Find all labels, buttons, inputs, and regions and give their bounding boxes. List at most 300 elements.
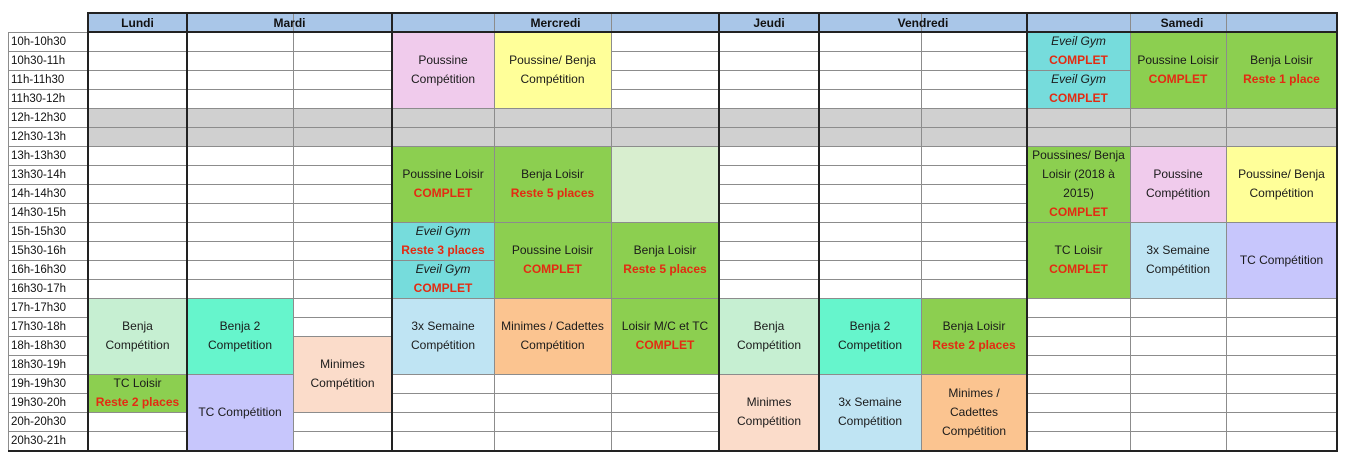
row-divider (88, 108, 187, 109)
row-divider (293, 127, 392, 128)
class-block (1130, 146, 1226, 222)
row-divider (1027, 108, 1130, 109)
row-divider (719, 89, 819, 90)
class-name: Poussines/ Benja (1032, 148, 1125, 162)
class-name: Compétition (410, 72, 476, 86)
class-block (187, 298, 293, 374)
day-header: Lundi (121, 15, 154, 30)
row-divider (1027, 374, 1130, 375)
class-name: Competition (207, 338, 273, 352)
row-divider (187, 127, 293, 128)
class-name: Compétition (837, 414, 903, 428)
row-divider (187, 260, 293, 261)
class-name: Eveil Gym (415, 262, 471, 276)
row-divider (921, 108, 1027, 109)
row-divider (1226, 355, 1337, 356)
column-divider (718, 13, 720, 451)
class-name: Benja Loisir (633, 243, 697, 257)
class-name: Poussine Loisir (511, 243, 594, 257)
row-divider (293, 70, 392, 71)
class-name: Minimes / Cadettes (501, 319, 604, 333)
time-slot-label: 20h30-21h (11, 434, 66, 447)
class-block (1226, 146, 1337, 222)
time-slot-label: 17h30-18h (11, 320, 66, 333)
availability-status: COMPLET (413, 281, 473, 295)
lunch-break-row (88, 108, 1337, 127)
row-divider (1027, 298, 1130, 299)
row-divider (88, 70, 187, 71)
time-slot-label: 10h-10h30 (11, 35, 66, 48)
time-slot-label: 10h30-11h (11, 54, 66, 67)
class-block (187, 374, 293, 450)
row-divider (392, 412, 494, 413)
row-divider (1226, 374, 1337, 375)
time-slot-label: 16h-16h30 (11, 263, 66, 276)
row-divider (392, 374, 494, 375)
class-block (392, 146, 494, 222)
row-divider (494, 431, 611, 432)
row-divider (88, 412, 187, 413)
row-divider (88, 127, 187, 128)
row-divider (293, 431, 392, 432)
row-divider (1027, 412, 1130, 413)
class-name: Benja (122, 319, 153, 333)
class-block (494, 32, 611, 108)
availability-status: Reste 2 places (95, 395, 180, 409)
column-divider (611, 13, 612, 451)
class-name: Benja 2 (849, 319, 891, 333)
row-divider (819, 165, 921, 166)
time-slot-label: 15h30-16h (11, 244, 66, 257)
row-divider (187, 241, 293, 242)
row-divider (293, 279, 392, 280)
column-divider (818, 13, 820, 451)
row-divider (293, 317, 392, 318)
row-divider (494, 222, 611, 223)
row-divider (1130, 431, 1226, 432)
row-divider (1226, 336, 1337, 337)
time-slot-label: 20h-20h30 (11, 415, 66, 428)
row-divider (1130, 317, 1226, 318)
time-slot-label: 11h30-12h (11, 92, 66, 105)
row-divider (88, 431, 187, 432)
row-divider (293, 108, 392, 109)
row-divider (719, 222, 819, 223)
row-divider (392, 393, 494, 394)
column-divider (1130, 13, 1131, 451)
time-slot-label: 13h30-14h (11, 168, 66, 181)
time-slot-label: 19h-19h30 (11, 377, 66, 390)
time-slot-label: 19h30-20h (11, 396, 66, 409)
row-divider (719, 374, 819, 375)
row-divider (1027, 317, 1130, 318)
row-divider (1226, 317, 1337, 318)
row-divider (1027, 393, 1130, 394)
class-name: Benja Loisir (521, 167, 584, 181)
row-divider (819, 222, 921, 223)
row-divider (719, 70, 819, 71)
row-divider (88, 165, 187, 166)
row-divider (88, 89, 187, 90)
time-slot-label: 14h30-15h (11, 206, 66, 219)
row-divider (611, 51, 719, 52)
availability-status: Reste 1 place (1243, 72, 1320, 86)
class-block (921, 374, 1027, 450)
row-divider (1130, 393, 1226, 394)
column-divider (1226, 13, 1227, 451)
row-divider (88, 222, 187, 223)
row-divider (88, 298, 187, 299)
row-divider (921, 70, 1027, 71)
class-name: Benja 2 (219, 319, 261, 333)
row-divider (611, 298, 719, 299)
row-divider (494, 127, 611, 128)
row-divider (719, 298, 819, 299)
class-name: Poussine/ Benja (509, 53, 596, 67)
row-divider (819, 279, 921, 280)
row-divider (921, 203, 1027, 204)
row-divider (1226, 146, 1337, 147)
row-divider (293, 165, 392, 166)
class-block (1226, 32, 1337, 108)
class-name: Compétition (410, 338, 476, 352)
class-block (1130, 32, 1226, 108)
row-divider (1130, 127, 1226, 128)
class-name: Minimes (746, 395, 792, 409)
class-block (88, 374, 187, 412)
availability-status: COMPLET (1049, 205, 1108, 219)
class-name: 3x Semaine (411, 319, 475, 333)
row-divider (1130, 336, 1226, 337)
time-slot-label: 11h-11h30 (11, 73, 65, 86)
time-slot-label: 16h30-17h (11, 282, 66, 295)
class-block (392, 32, 494, 108)
table-bottom-border (8, 450, 1338, 452)
row-divider (611, 393, 719, 394)
class-block (819, 374, 921, 450)
class-block (921, 298, 1027, 374)
class-name: Competition (837, 338, 903, 352)
row-divider (392, 108, 494, 109)
row-divider (611, 70, 719, 71)
class-name: Loisir (2018 à (1042, 167, 1115, 181)
availability-status: COMPLET (1049, 262, 1108, 276)
class-name: Benja Loisir (942, 319, 1006, 333)
row-divider (187, 165, 293, 166)
row-divider (921, 279, 1027, 280)
time-slot-label: 17h-17h30 (11, 301, 66, 314)
time-slot-label: 13h-13h30 (11, 149, 66, 162)
row-divider (88, 374, 187, 375)
class-name: Compétition (1249, 186, 1314, 200)
row-divider (719, 127, 819, 128)
row-divider (819, 374, 921, 375)
row-divider (187, 203, 293, 204)
row-divider (293, 146, 392, 147)
row-divider (819, 203, 921, 204)
row-divider (1226, 412, 1337, 413)
class-block (819, 298, 921, 374)
row-divider (293, 241, 392, 242)
class-name: Loisir M/C et TC (621, 319, 709, 333)
row-divider (1027, 431, 1130, 432)
column-divider (1336, 13, 1338, 451)
column-divider (293, 13, 294, 451)
row-divider (494, 374, 611, 375)
row-divider (1226, 108, 1337, 109)
row-divider (611, 412, 719, 413)
row-divider (819, 51, 921, 52)
class-name: Cadettes (949, 404, 999, 419)
class-block (719, 374, 819, 450)
row-divider (88, 203, 187, 204)
row-divider (921, 165, 1027, 166)
row-divider (187, 89, 293, 90)
row-divider (187, 298, 293, 299)
availability-status: Reste 3 places (401, 243, 485, 257)
row-divider (921, 260, 1027, 261)
time-slot-label: 12h-12h30 (11, 111, 66, 124)
class-name: Compétition (736, 414, 802, 428)
class-name: Poussine (1153, 167, 1203, 181)
class-name: Eveil Gym (1051, 72, 1106, 86)
row-divider (611, 108, 719, 109)
row-divider (921, 89, 1027, 90)
row-divider (719, 108, 819, 109)
class-name: Eveil Gym (415, 224, 471, 238)
row-divider (611, 127, 719, 128)
row-divider (494, 393, 611, 394)
row-divider (611, 374, 719, 375)
class-block (392, 260, 494, 298)
row-divider (921, 298, 1027, 299)
class-name: 3x Semaine (838, 395, 902, 409)
class-name: Poussine Loisir (1137, 53, 1219, 67)
row-divider (719, 146, 819, 147)
time-slot-label: 12h30-13h (11, 130, 66, 143)
row-divider (819, 146, 921, 147)
row-divider (293, 260, 392, 261)
row-divider (187, 108, 293, 109)
row-divider (293, 203, 392, 204)
row-divider (1226, 431, 1337, 432)
class-name: TC Loisir (1054, 243, 1103, 257)
column-divider (1026, 13, 1028, 451)
row-divider (719, 260, 819, 261)
availability-status: COMPLET (1049, 53, 1108, 67)
class-name: Poussine/ Benja (1238, 167, 1325, 181)
class-block (611, 146, 719, 222)
row-divider (88, 51, 187, 52)
class-block (494, 222, 611, 298)
row-divider (819, 260, 921, 261)
class-name: Poussine (418, 53, 468, 67)
class-name: Compétition (736, 338, 802, 352)
row-divider (187, 146, 293, 147)
row-divider (1027, 70, 1130, 71)
row-divider (1130, 146, 1226, 147)
day-header: Mardi (273, 15, 306, 30)
row-divider (1226, 127, 1337, 128)
row-divider (819, 89, 921, 90)
column-divider (186, 13, 188, 451)
row-divider (611, 222, 719, 223)
availability-status: Reste 5 places (510, 186, 595, 200)
row-divider (611, 146, 719, 147)
row-divider (1130, 222, 1226, 223)
row-divider (819, 108, 921, 109)
row-divider (1027, 146, 1130, 147)
class-block (392, 298, 494, 374)
class-block (611, 222, 719, 298)
row-divider (719, 241, 819, 242)
class-name: TC Compétition (1239, 252, 1324, 267)
row-divider (88, 184, 187, 185)
row-divider (494, 108, 611, 109)
row-divider (187, 51, 293, 52)
lunch-break-row (88, 127, 1337, 146)
class-block (88, 298, 187, 374)
row-divider (187, 374, 293, 375)
row-divider (293, 184, 392, 185)
row-divider (88, 279, 187, 280)
row-divider (611, 89, 719, 90)
class-block (719, 298, 819, 374)
class-block (1027, 146, 1130, 222)
row-divider (1027, 127, 1130, 128)
row-divider (293, 412, 392, 413)
row-divider (293, 298, 392, 299)
class-name: Minimes / (948, 385, 1000, 400)
availability-status: Reste 5 places (623, 262, 707, 276)
class-name: 2015) (1063, 186, 1094, 200)
class-name: Benja Loisir (1250, 53, 1313, 67)
row-divider (921, 127, 1027, 128)
class-name: Eveil Gym (1051, 34, 1106, 48)
row-divider (293, 51, 392, 52)
row-divider (1226, 222, 1337, 223)
class-name: Compétition (1145, 262, 1211, 276)
day-header: Samedi (1160, 15, 1204, 30)
row-divider (293, 336, 392, 337)
availability-status: COMPLET (635, 338, 695, 352)
row-divider (88, 146, 187, 147)
availability-status: Reste 2 places (932, 338, 1016, 352)
row-divider (1130, 412, 1226, 413)
column-divider (921, 13, 922, 451)
class-name: Compétition (520, 338, 585, 352)
row-divider (1130, 108, 1226, 109)
row-divider (494, 298, 611, 299)
row-divider (719, 184, 819, 185)
availability-status: COMPLET (1049, 91, 1108, 105)
class-name: TC Loisir (113, 376, 162, 390)
row-divider (611, 431, 719, 432)
class-name: Compétition (310, 376, 375, 390)
row-divider (719, 203, 819, 204)
class-name: Compétition (941, 423, 1007, 438)
availability-status: COMPLET (1148, 72, 1208, 86)
row-divider (719, 51, 819, 52)
row-divider (1027, 222, 1130, 223)
row-divider (1027, 355, 1130, 356)
availability-status: COMPLET (413, 186, 473, 200)
row-divider (819, 70, 921, 71)
class-name: TC Compétition (198, 404, 282, 419)
row-divider (1130, 374, 1226, 375)
row-divider (392, 146, 494, 147)
class-block (611, 298, 719, 374)
class-block (1027, 32, 1130, 70)
column-divider (494, 13, 495, 451)
row-divider (819, 298, 921, 299)
row-divider (1226, 298, 1337, 299)
row-divider (719, 279, 819, 280)
row-divider (1027, 336, 1130, 337)
class-block (293, 336, 392, 412)
time-slot-label: 18h-18h30 (11, 339, 66, 352)
class-name: Minimes (320, 357, 365, 371)
class-block (1226, 222, 1337, 298)
row-divider (187, 279, 293, 280)
time-slot-label: 14h-14h30 (11, 187, 66, 200)
class-name: Compétition (1145, 186, 1211, 200)
day-header: Jeudi (753, 15, 785, 30)
class-name: 3x Semaine (1146, 243, 1210, 257)
class-name: Benja (753, 319, 785, 333)
row-divider (494, 412, 611, 413)
row-divider (921, 51, 1027, 52)
row-divider (392, 127, 494, 128)
row-divider (1226, 393, 1337, 394)
class-block (392, 222, 494, 260)
column-divider (391, 13, 393, 451)
row-divider (293, 89, 392, 90)
row-divider (1130, 298, 1226, 299)
class-name: Poussine Loisir (402, 167, 484, 181)
row-divider (494, 146, 611, 147)
row-divider (921, 184, 1027, 185)
time-slot-label: 18h30-19h (11, 358, 66, 371)
row-divider (921, 241, 1027, 242)
day-header: Vendredi (897, 15, 949, 30)
row-divider (1130, 355, 1226, 356)
availability-status: COMPLET (523, 262, 582, 276)
class-name: Compétition (520, 72, 585, 86)
row-divider (392, 298, 494, 299)
row-divider (819, 241, 921, 242)
row-divider (392, 431, 494, 432)
row-divider (921, 374, 1027, 375)
class-block (1130, 222, 1226, 298)
class-name: Compétition (105, 338, 170, 352)
day-header: Mercredi (530, 15, 581, 30)
class-block (494, 146, 611, 222)
class-block (1027, 70, 1130, 108)
row-divider (392, 222, 494, 223)
row-divider (88, 241, 187, 242)
row-divider (88, 260, 187, 261)
row-divider (819, 184, 921, 185)
row-divider (819, 127, 921, 128)
row-divider (392, 260, 494, 261)
class-block (1027, 222, 1130, 298)
class-block (494, 298, 611, 374)
row-divider (293, 222, 392, 223)
row-divider (187, 184, 293, 185)
row-divider (187, 70, 293, 71)
row-divider (719, 165, 819, 166)
